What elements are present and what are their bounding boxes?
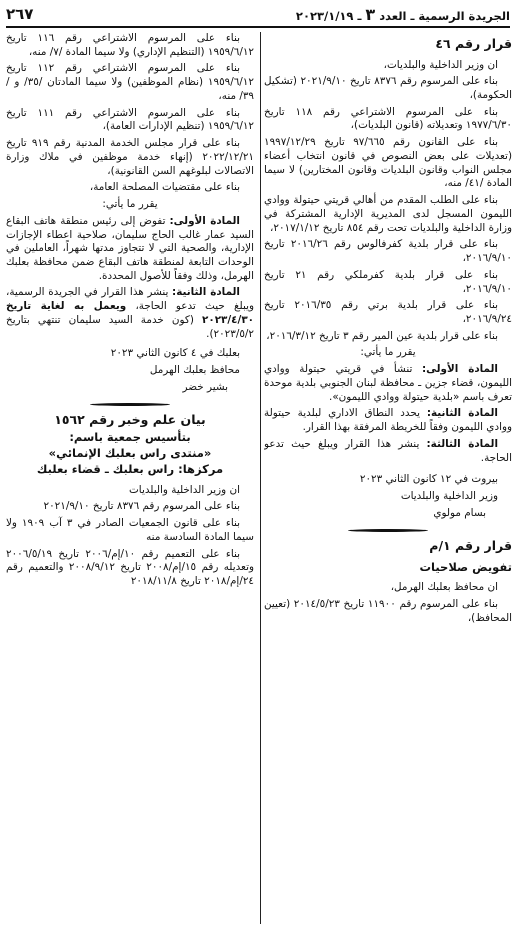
recital: بناء على المرسوم الاشتراعي رقم ١١١ تاريخ ١٩٥٩/٦/١٢ (تنظيم الإدارات العامة)، <box>6 106 254 133</box>
decides-heading: يقرر ما يأتي: <box>360 346 416 359</box>
article <box>264 407 512 434</box>
recital: بناء على قرار بلدية كفرملكي رقم ٢١ تاريخ ٢٠١٦/٩/١٠، <box>264 268 512 295</box>
recital: بناء على المرسوم الاشتراعي رقم ١١٨ تاريخ ١٩٧٧/٦/٣٠ وتعديلاته (قانون البلديات)، <box>264 105 512 132</box>
decision2-title: قرار رقم ١/م <box>429 537 512 553</box>
article-label: المادة الثالثة: <box>426 437 499 450</box>
notice-title: بيان علم وخبر رقم ١٥٦٢ <box>54 411 206 427</box>
article-label: المادة الأولى: <box>421 363 498 376</box>
place-date: بيروت في ١٢ كانون الثاني ٢٠٢٣ <box>359 473 498 486</box>
article-label: المادة الثانية: <box>172 286 240 299</box>
gazette-title: الجريدة الرسمية ـ العدد <box>379 9 510 24</box>
gazette-title-line <box>296 4 510 25</box>
recital: بناء على التعميم رقم ١٠/إم/٢٠٠٦ تاريخ ٢٠٠٦/٥/١٩ وتعديله رقم ١٥/إم/٢٠٠٨ تاريخ ٢٠٠٨/٩/١٢ والتعميم رقم ٢٤/إم/٢٠١٨ تاريخ ٢٠١٨/١١/٨ <box>6 547 254 588</box>
recital: بناء على القانون رقم ٩٧/٦٦٥ تاريخ ١٩٩٧/١٢/٢٩ (تعديلات على بعض النصوص في قانون انتخاب أعضاء مجلس النواب وقانون البلديات وقانون المختارين) لا سيما المادة /٤١/ منه، <box>264 136 512 190</box>
decision-title: قرار رقم ٤٦ <box>435 36 512 51</box>
article <box>264 363 512 404</box>
recital: بناء على المرسوم رقم ١١٩٠٠ تاريخ ٢٠١٤/٥/٢٣ (تعيين المحافظ)، <box>264 597 512 624</box>
recital: بناء على المرسوم رقم ٨٣٧٦ تاريخ ٢٠٢١/٩/١٠ (تشكيل الحكومة)، <box>264 75 512 101</box>
signatory-name: بسام مولوي <box>433 506 486 519</box>
notice-subject: بتأسيس جمعية باسم: <box>69 430 191 445</box>
signatory-title: وزير الداخلية والبلديات <box>400 490 498 503</box>
column-divider <box>260 32 261 924</box>
article-text: تفوض إلى رئيس منطقة هاتف البقاع السيد عمار غالب الحاج سليمان، صلاحية اعطاء الإجازات الإدارية، والصحية التي لا تتجاوز مدتها شهراً، العاملين في الوحدات التابعة لمنطقة هاتف البقاع ضمن محافظة بعلبك الهرمل، وذلك وفقاً للأصول المحددة. <box>6 214 254 282</box>
issue-number: ٣ <box>365 5 376 25</box>
article-label: المادة الأولى: <box>169 214 240 227</box>
page-number: ٢٦٧ <box>6 5 34 24</box>
place-date: بعلبك في ٤ كانون الثاني ٢٠٢٣ <box>110 347 240 360</box>
signatory-name: بشير خضر <box>182 380 228 393</box>
article <box>6 215 254 284</box>
decision2-subject: تفويض صلاحيات <box>419 560 512 575</box>
recital: بناء على قرار بلدية كفرفالوس رقم ٢٠١٦/٢٦ تاريخ ٢٠١٦/٩/١٠، <box>264 238 512 265</box>
article-bold-text: ويعمل به لغاية تاريخ ٢٠٢٣/٤/٣٠ <box>6 300 254 326</box>
signatory-title: محافظ بعلبك الهرمل <box>149 364 240 377</box>
right-column <box>264 32 512 930</box>
article-text-tail: (كون خدمة السيد سليمان تنتهي بتاريخ ٢٠٢٣/٥/٢). <box>6 313 254 340</box>
notice-intro: ان وزير الداخلية والبلديات <box>129 483 240 496</box>
recital: بناء على قرار بلدية برتي رقم ٢٠١٦/٣٥ تاريخ ٢٠١٦/٩/٢٤، <box>264 299 512 325</box>
recital: بناء على قرار مجلس الخدمة المدنية رقم ٩١٩ تاريخ ٢٠٢٢/١٢/٢١ (إنهاء خدمة موظفين في ملاك وزارة الاتصالات لبلوغهم السن القانونية)، <box>6 137 254 177</box>
recital: بناء على الطلب المقدم من أهالي قريتي حيتولة ووادي الليمون المسجل لدى المديرية الإدارية المشتركة في وزارة الداخلية والبلديات تحت رقم ٨٥٤ تاريخ ٢٠١٧/١/١٢، <box>264 194 512 234</box>
article-text: تنشأ في قريتي حيتولة ووادي الليمون، قضاء جزين ـ محافظة لبنان الجنوبي بلدية موحدة تعرف باسم «بلدية حيتولة ووادي الليمون». <box>264 363 512 403</box>
article-text: يحدد النطاق الاداري لبلدية حيتولة ووادي الليمون وفقاً للخريطة المرفقة بهذا القرار. <box>264 407 512 434</box>
issue-date: ـ ٢٠٢٣/١/١٩ <box>295 9 362 24</box>
recital: بناء على المرسوم الاشتراعي رقم ١١٢ تاريخ ١٩٥٩/٦/١٢ (نظام الموظفين) ولا سيما المادتان /٣٥/ و /٣٩/ منه، <box>6 62 254 102</box>
association-hq: مركزها: راس بعلبك ـ قضاء بعلبك <box>36 462 224 477</box>
recital: بناء على قانون الجمعيات الصادر في ٣ آب ١٩٠٩ ولا سيما المادة السادسة منه <box>6 517 254 543</box>
article <box>264 438 512 465</box>
section-separator <box>348 529 428 532</box>
article <box>6 286 254 341</box>
article-text: ينشر هذا القرار في الجريدة الرسمية، ويبلغ حيث تدعو الحاجة، <box>6 286 254 313</box>
recital: بناء على المرسوم الاشتراعي رقم ١١٦ تاريخ ١٩٥٩/٦/١٢ (التنظيم الإداري) ولا سيما المادة /٧/ منه، <box>6 32 254 58</box>
article-label: المادة الثانية: <box>426 407 498 420</box>
decision-intro: ان وزير الداخلية والبلديات، <box>383 58 498 71</box>
article-text: ينشر هذا القرار ويبلغ حيث تدعو الحاجة. <box>264 437 512 464</box>
decision2-intro: ان محافظ بعلبك الهرمل، <box>390 581 498 594</box>
recital: بناء على مقتضيات المصلحة العامة، <box>89 181 240 194</box>
decides-heading: يقرر ما يأتي: <box>102 198 158 211</box>
recital: بناء على المرسوم رقم ٨٣٧٦ تاريخ ٢٠٢١/٩/١٠ <box>43 500 240 513</box>
left-column <box>6 32 254 930</box>
recital: بناء على قرار بلدية عين المير رقم ٣ تاريخ ٢٠١٦/٣/١٢، <box>266 329 498 342</box>
association-name: «منتدى راس بعلبك الإنمائي» <box>48 446 212 461</box>
section-separator <box>90 403 170 406</box>
gazette-header <box>6 4 510 28</box>
